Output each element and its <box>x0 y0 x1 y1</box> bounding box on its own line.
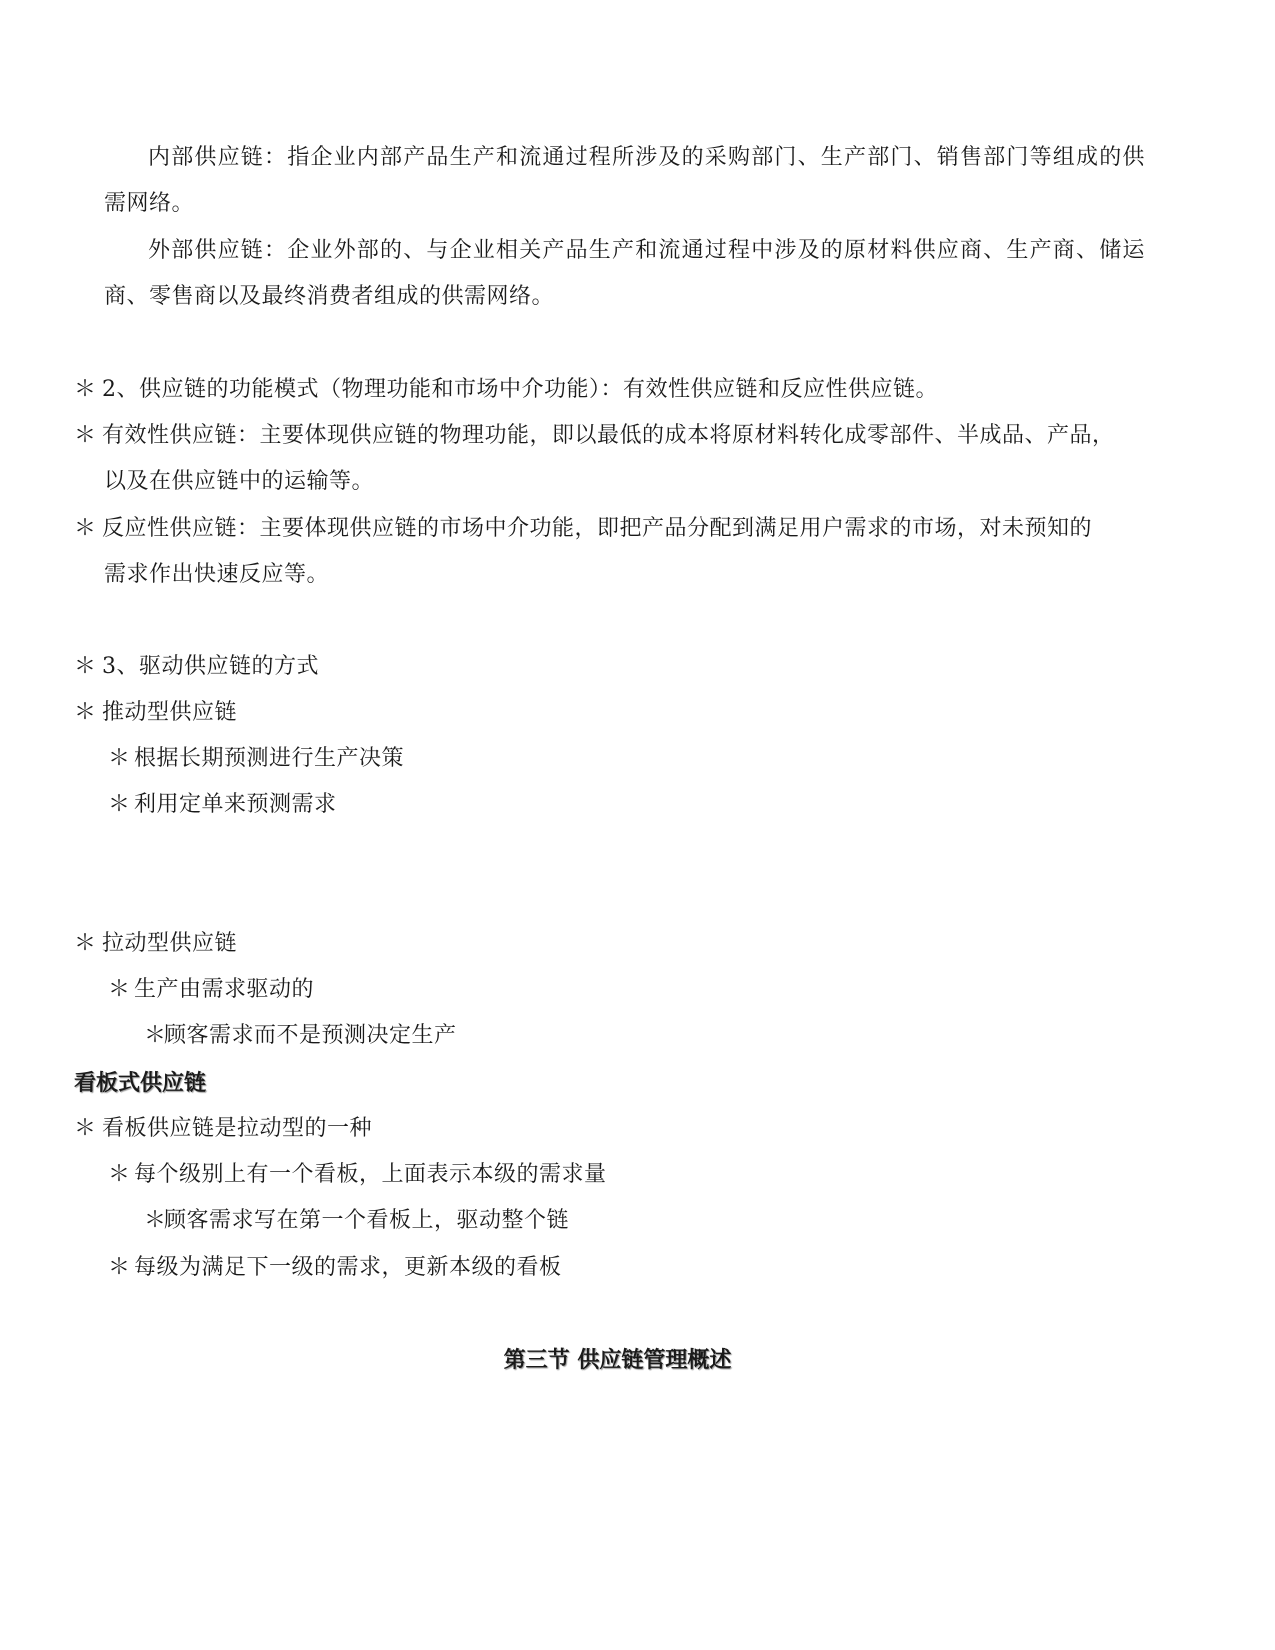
section3-title <box>74 652 319 682</box>
efficient-chain-text: 有效性供应链：主要体现供应链的物理功能，即以最低的成本将原材料转化成零部件、半成品、产品， <box>102 423 1115 448</box>
section3-title-text: 3、驱动供应链的方式 <box>102 654 319 679</box>
internal-line-1: 内部供应链：指企业内部产品生产和流通过程所涉及的采购部门、生产部门、销售部门等组成的供 <box>148 145 1146 170</box>
efficient-chain-line-2: 以及在供应链中的运输等。 <box>104 469 375 494</box>
bullet-icon: ＊ <box>74 377 97 402</box>
pull-subitem-text: 顾客需求而不是预测决定生产 <box>164 1023 457 1048</box>
push-chain-text: 推动型供应链 <box>102 700 238 725</box>
bullet-icon: ＊ <box>108 792 131 817</box>
bullet-icon: ＊ <box>108 746 131 771</box>
push-item-2 <box>108 790 337 820</box>
push-item-1-text: 根据长期预测进行生产决策 <box>134 746 405 771</box>
external-line-2: 商、零售商以及最终消费者组成的供需网络。 <box>104 284 555 309</box>
pull-chain-label <box>74 929 237 959</box>
kanban-item-2-text: 每级为满足下一级的需求，更新本级的看板 <box>134 1255 562 1280</box>
pull-chain-text: 拉动型供应链 <box>102 931 238 956</box>
bullet-icon: ＊ <box>108 977 131 1002</box>
external-line-1: 外部供应链：企业外部的、与企业相关产品生产和流通过程中涉及的原材料供应商、生产商、储运 <box>148 238 1146 263</box>
pull-item-text: 生产由需求驱动的 <box>134 977 315 1002</box>
kanban-item-2 <box>108 1253 562 1283</box>
bullet-icon: ＊ <box>74 931 97 956</box>
pull-subitem <box>144 1021 457 1051</box>
section2-title-text: 2、供应链的功能模式（物理功能和市场中介功能）：有效性供应链和反应性供应链。 <box>102 377 938 402</box>
kanban-item-1-sub <box>144 1206 569 1236</box>
section2-title <box>74 375 938 405</box>
section-title: 第三节 供应链管理概述 <box>503 1347 732 1373</box>
kanban-intro-text: 看板供应链是拉动型的一种 <box>102 1116 373 1141</box>
bullet-icon: ＊ <box>74 516 97 541</box>
responsive-chain-line-2: 需求作出快速反应等。 <box>104 562 330 587</box>
responsive-chain-line-1 <box>74 514 1092 544</box>
bullet-icon: ＊ <box>74 654 97 679</box>
kanban-heading: 看板式供应链 <box>74 1070 207 1096</box>
push-item-1 <box>108 744 404 774</box>
pull-item <box>108 975 314 1005</box>
push-chain-label <box>74 698 237 728</box>
bullet-icon: ＊ <box>74 1116 97 1141</box>
bullet-icon: ＊ <box>74 423 97 448</box>
internal-line-2: 需网络。 <box>104 191 195 216</box>
bullet-icon: ＊ <box>74 700 97 725</box>
efficient-chain-line-1 <box>74 421 1115 451</box>
kanban-item-1-sub-text: 顾客需求写在第一个看板上，驱动整个链 <box>164 1208 570 1233</box>
kanban-item-1-text: 每个级别上有一个看板，上面表示本级的需求量 <box>134 1162 607 1187</box>
bullet-icon: ＊ <box>108 1255 131 1280</box>
kanban-item-1 <box>108 1160 607 1190</box>
bullet-icon: ＊ <box>144 1208 167 1233</box>
push-item-2-text: 利用定单来预测需求 <box>134 792 337 817</box>
responsive-chain-text: 反应性供应链：主要体现供应链的市场中介功能，即把产品分配到满足用户需求的市场，对未预知的 <box>102 516 1093 541</box>
bullet-icon: ＊ <box>108 1162 131 1187</box>
bullet-icon: ＊ <box>144 1023 167 1048</box>
kanban-intro <box>74 1114 372 1144</box>
